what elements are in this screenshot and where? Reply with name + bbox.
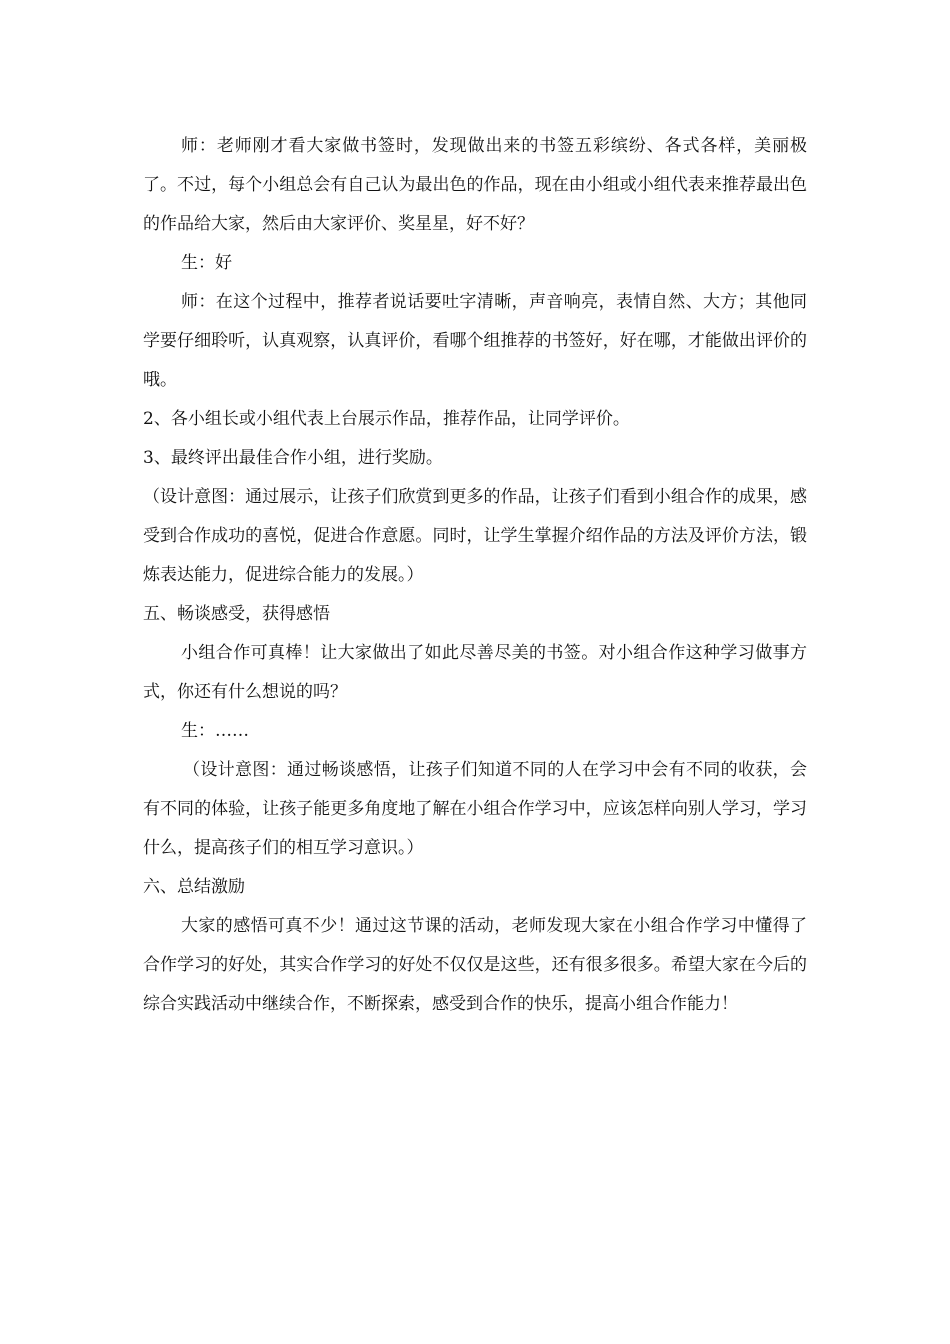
design-intent-2: （设计意图：通过畅谈感悟，让孩子们知道不同的人在学习中会有不同的收获，会有不同的体验，让孩子能更多角度地了解在小组合作学习中，应该怎样向别人学习，学习什么，提高孩子们的相互学习意识。） <box>143 760 807 858</box>
section-6-heading: 六、总结激励 <box>143 877 245 897</box>
step-3-paragraph: 3、最终评出最佳合作小组，进行奖励。 <box>143 448 443 468</box>
teacher-paragraph-1: 师：老师刚才看大家做书签时，发现做出来的书签五彩缤纷、各式各样，美丽极了。不过，每个小组总会有自己认为最出色的作品，现在由小组或小组代表来推荐最出色的作品给大家，然后由大家评价、奖星星，好不好？ <box>143 136 807 234</box>
student-reply-2: 生：…… <box>181 721 249 741</box>
document-body <box>143 127 807 1024</box>
student-reply-1: 生：好 <box>181 253 232 273</box>
section-6-paragraph: 大家的感悟可真不少！通过这节课的活动，老师发现大家在小组合作学习中懂得了合作学习的好处，其实合作学习的好处不仅仅是这些，还有很多很多。希望大家在今后的综合实践活动中继续合作，不断探索，感受到合作的快乐，提高小组合作能力！ <box>143 916 807 1014</box>
teacher-paragraph-2: 师：在这个过程中，推荐者说话要吐字清晰，声音响亮，表情自然、大方；其他同学要仔细聆听，认真观察，认真评价，看哪个组推荐的书签好，好在哪，才能做出评价的哦。 <box>143 292 807 390</box>
section-5-paragraph: 小组合作可真棒！让大家做出了如此尽善尽美的书签。对小组合作这种学习做事方式，你还有什么想说的吗？ <box>143 643 807 702</box>
step-2-paragraph: 2、各小组长或小组代表上台展示作品，推荐作品，让同学评价。 <box>143 409 630 429</box>
section-5-heading: 五、畅谈感受，获得感悟 <box>143 604 330 624</box>
design-intent-1: （设计意图：通过展示，让孩子们欣赏到更多的作品，让孩子们看到小组合作的成果，感受到合作成功的喜悦，促进合作意愿。同时，让学生掌握介绍作品的方法及评价方法，锻炼表达能力，促进综合能力的发展。） <box>143 487 807 585</box>
